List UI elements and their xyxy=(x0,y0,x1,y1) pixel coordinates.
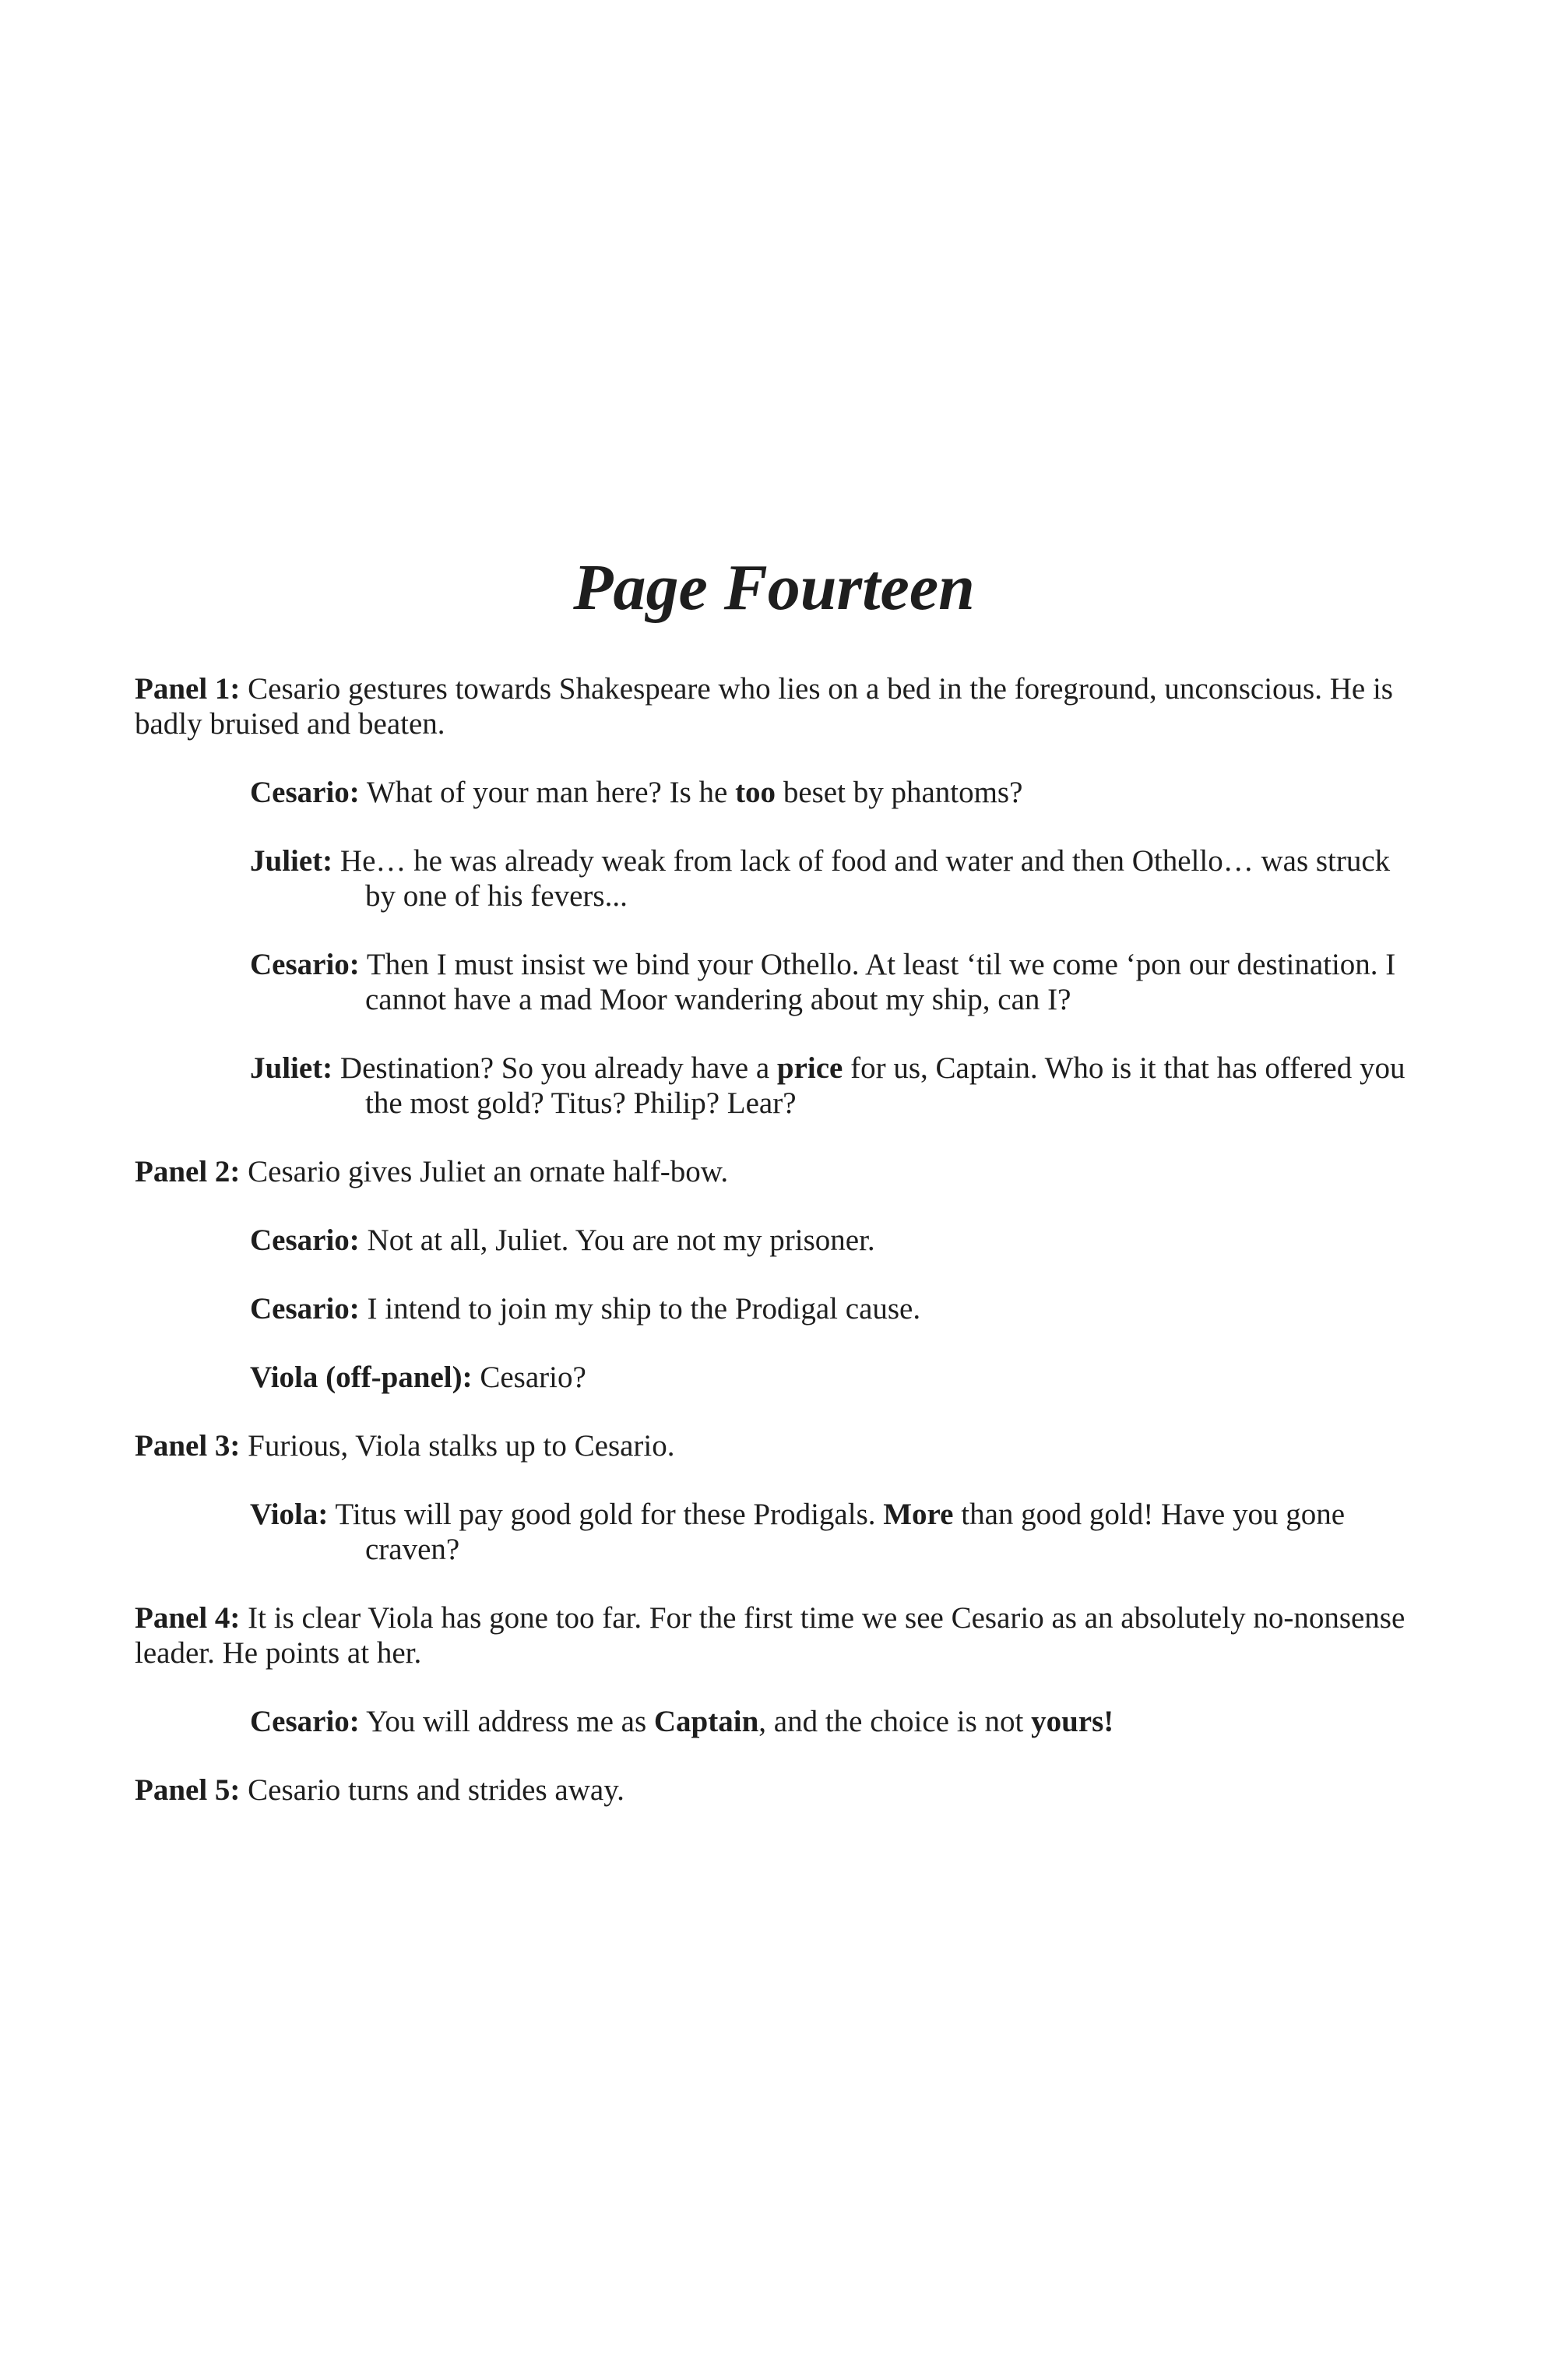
speaker-label: Cesario: xyxy=(250,948,360,981)
body-text: for us, Captain. Who is it that has offered you the most gold? Titus? Philip? Lear? xyxy=(365,1051,1406,1120)
speaker-label: Viola: xyxy=(250,1498,329,1531)
emphasis-text: yours! xyxy=(1031,1705,1114,1738)
body-text: beset by phantoms? xyxy=(776,776,1023,809)
speaker-label: Cesario: xyxy=(250,1292,360,1326)
panel-label: Panel 4: xyxy=(135,1601,241,1635)
emphasis-text: More xyxy=(883,1498,954,1531)
body-text: Destination? So you already have a xyxy=(332,1051,777,1085)
body-text: Not at all, Juliet. You are not my prisoner. xyxy=(359,1223,875,1257)
body-text: Titus will pay good gold for these Prodigals. xyxy=(328,1498,884,1531)
body-text: Cesario? xyxy=(472,1361,586,1394)
panel-label: Panel 1: xyxy=(135,672,241,706)
panel-description xyxy=(135,1154,1412,1189)
body-text: You will address me as xyxy=(359,1705,654,1738)
script-body xyxy=(135,671,1412,1841)
body-text: Cesario gives Juliet an ornate half-bow. xyxy=(240,1155,729,1188)
speaker-label: Juliet: xyxy=(250,1051,333,1085)
body-text: , and the choice is not xyxy=(758,1705,1032,1738)
body-text: Cesario gestures towards Shakespeare who lies on a bed in the foreground, unconscious. He is badly bruised and beaten. xyxy=(135,672,1393,741)
dialogue-line xyxy=(250,1223,1412,1258)
speaker-label: Cesario: xyxy=(250,1223,360,1257)
body-text: He… he was already weak from lack of food and water and then Othello… was struck by one of his fevers... xyxy=(332,844,1391,913)
panel-label: Panel 2: xyxy=(135,1155,241,1188)
panel-description xyxy=(135,1600,1412,1671)
body-text: What of your man here? Is he xyxy=(359,776,736,809)
dialogue-line xyxy=(250,1291,1412,1326)
emphasis-text: too xyxy=(735,776,776,809)
panel-description xyxy=(135,671,1412,741)
dialogue-line xyxy=(250,1051,1412,1121)
emphasis-text: Captain xyxy=(653,1705,759,1738)
dialogue-line xyxy=(250,1497,1412,1567)
panel-description xyxy=(135,1428,1412,1463)
speaker-label: Viola (off-panel): xyxy=(250,1361,473,1394)
dialogue-line xyxy=(250,1704,1412,1739)
body-text: Furious, Viola stalks up to Cesario. xyxy=(240,1429,675,1463)
page-title: Page Fourteen xyxy=(573,551,975,624)
speaker-label: Cesario: xyxy=(250,1705,360,1738)
body-text: Cesario turns and strides away. xyxy=(240,1773,624,1807)
body-text: than good gold! Have you gone craven? xyxy=(365,1498,1346,1566)
panel-description xyxy=(135,1773,1412,1808)
panel-label: Panel 5: xyxy=(135,1773,241,1807)
emphasis-text: price xyxy=(776,1051,843,1085)
speaker-label: Cesario: xyxy=(250,776,360,809)
dialogue-line xyxy=(250,843,1412,914)
panel-label: Panel 3: xyxy=(135,1429,241,1463)
dialogue-line xyxy=(250,1360,1412,1395)
body-text: It is clear Viola has gone too far. For the first time we see Cesario as an absolutely no-nonsense leader. He points at her. xyxy=(135,1601,1406,1670)
body-text: I intend to join my ship to the Prodigal cause. xyxy=(359,1292,921,1326)
speaker-label: Juliet: xyxy=(250,844,333,878)
dialogue-line xyxy=(250,775,1412,810)
body-text: Then I must insist we bind your Othello. At least ‘til we come ‘pon our destination. I cannot have a mad Moor wandering about my ship, can I? xyxy=(359,948,1396,1016)
dialogue-line xyxy=(250,947,1412,1017)
